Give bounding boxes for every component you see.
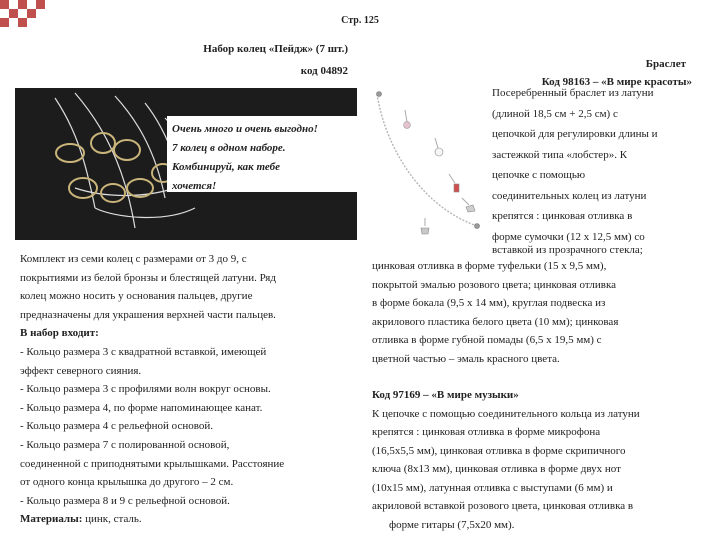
bracelet-desc-line: крепятся : цинковая отливка в: [492, 210, 633, 222]
set-heading: В набор входит:: [20, 327, 99, 340]
set-item: эффект северного сияния.: [20, 364, 142, 377]
bracelet-desc-line: отливка в форме губной помады (6,5 х 19,5 мм) с: [372, 334, 602, 346]
bracelet-code-2: Код 97169 – «В мире музыки»: [372, 389, 519, 401]
set-item: - Кольцо размера 4 с рельефной основой.: [20, 420, 213, 433]
page-number: Стр. 125: [341, 15, 379, 26]
music-desc-line: крепятся : цинковая отливка в форме микрофона: [372, 426, 601, 438]
ring-set-code: код 04892: [300, 65, 348, 77]
ring-desc-line: покрытиями из белой бронзы и блестящей латуни. Ряд: [20, 271, 276, 284]
music-desc-line: К цепочке с помощью соединительного кольца из латуни: [372, 407, 640, 420]
bracelet-desc-line: цветной частью – эмаль красного цвета.: [372, 352, 560, 365]
music-desc-line: (10х15 мм), латунная отливка с выступами (6 мм) и: [372, 481, 613, 494]
bracelet-desc-line: форме сумочки (12 х 12,5 мм) со: [492, 230, 645, 243]
bracelet-title: Браслет: [645, 58, 686, 70]
bracelet-desc-line: вставкой из прозрачного стекла;: [492, 244, 643, 256]
bracelet-desc-line: застежкой типа «лобстер». К: [492, 148, 628, 161]
materials-line: [20, 510, 142, 529]
set-item: - Кольцо размера 7 с полированной основой,: [20, 439, 230, 451]
bracelet-desc-line: (длиной 18,5 см + 2,5 см) с: [492, 107, 618, 120]
bracelet-desc-line: Посеребренный браслет из латуни: [492, 87, 654, 99]
set-item: - Кольцо размера 4, по форме напоминающее канат.: [20, 401, 263, 414]
bracelet-desc-line: цепочке с помощью: [492, 169, 586, 181]
music-desc-line: (16,5х5,5 мм), цинковая отливка в форме скрипичного: [372, 444, 626, 457]
callout-line-2: 7 колец в одном наборе.: [172, 142, 286, 154]
music-desc-line: акриловой вставкой розового цвета, цинковая отливка в: [372, 500, 634, 512]
callout-line-3: Комбинируй, как тебе: [172, 161, 280, 173]
materials-value: цинк, сталь.: [82, 513, 142, 526]
bracelet-desc-line: соединительных колец из латуни: [492, 189, 647, 202]
bracelet-photo: [365, 86, 485, 254]
callout-line-1: Очень много и очень выгодно!: [172, 123, 318, 135]
bracelet-desc-line: цинковая отливка в форме туфельки (15 х 9,5 мм),: [372, 260, 607, 272]
bracelet-desc-line: акрилового пластика белого цвета (10 мм); цинковая: [372, 315, 619, 328]
callout-line-4: хочется!: [172, 180, 217, 192]
ring-desc-line: колец можно носить у основания пальцев, другие: [20, 290, 253, 303]
bracelet-desc-line: в форме бокала (9,5 х 14 мм), круглая подвеска из: [372, 297, 606, 309]
ring-desc-line: Комплект из семи колец с размерами от 3 до 9, с: [20, 253, 247, 265]
set-item: - Кольцо размера 3 с профилями волн вокруг основы.: [20, 383, 271, 396]
materials-label: Материалы:: [20, 513, 83, 526]
bracelet-desc-line: цепочкой для регулировки длины и: [492, 128, 658, 140]
bracelet-desc-line: покрытой эмалью розового цвета; цинковая отливка: [372, 278, 617, 291]
music-desc-line: ключа (8х13 мм), цинковая отливка в форме двух нот: [372, 463, 621, 475]
music-desc-line: форме гитары (7,5х20 мм).: [389, 518, 515, 531]
ring-desc-line: предназначены для украшения верхней части пальцев.: [20, 308, 276, 321]
set-item: от одного конца крылышка до другого – 2 см.: [20, 476, 234, 489]
ring-set-title: Набор колец «Пейдж» (7 шт.): [203, 43, 348, 55]
set-item: - Кольцо размера 8 и 9 с рельефной основой.: [20, 494, 230, 507]
bracelet-code-1: Код 98163 – «В мире красоты»: [541, 76, 692, 88]
set-item: - Кольцо размера 3 с квадратной вставкой, имеющей: [20, 346, 267, 358]
set-item: соединенной с приподнятыми крылышками. Расстояние: [20, 457, 285, 470]
